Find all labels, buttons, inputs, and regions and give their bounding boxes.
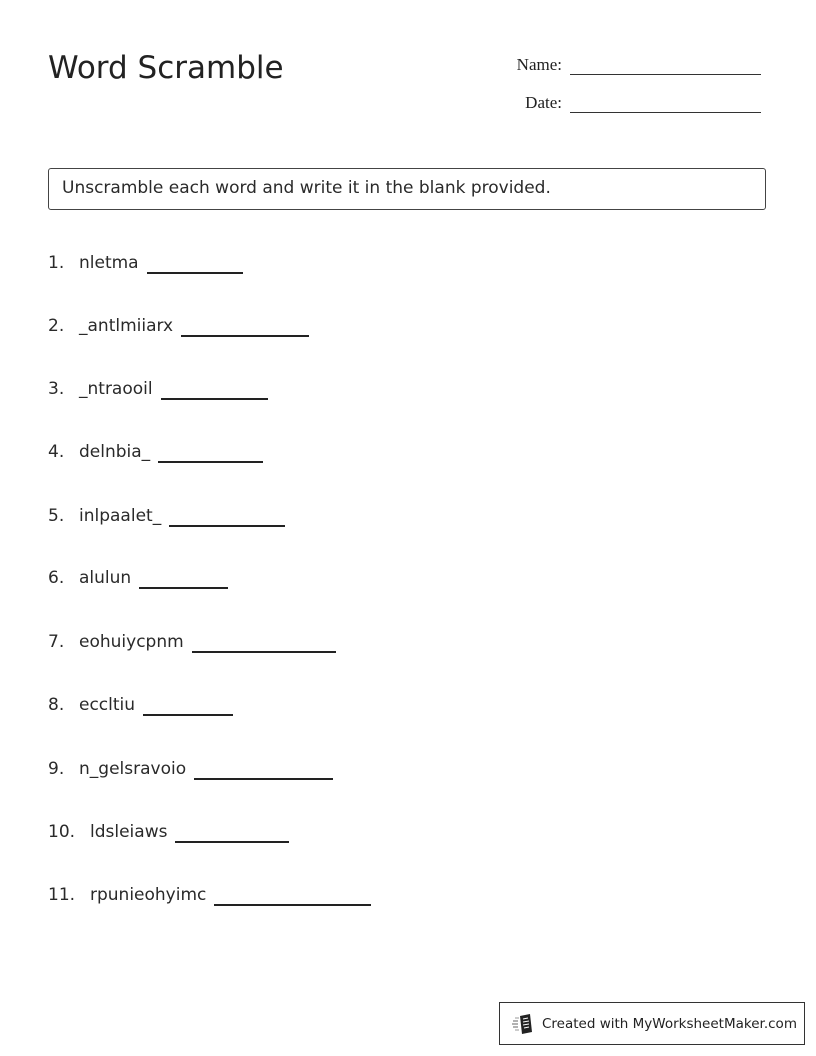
scrambled-word: rpunieohyimc (90, 885, 207, 905)
scrambled-word: delnbia_ (79, 442, 151, 462)
answer-blank[interactable] (214, 903, 371, 906)
item-number: 6. (48, 568, 65, 588)
answer-blank[interactable] (181, 334, 309, 337)
scrambled-word: _antlmiiarx (79, 316, 174, 336)
scrambled-word: n_gelsravoio (79, 759, 187, 779)
date-label: Date: (525, 93, 562, 112)
answer-blank[interactable] (192, 650, 336, 653)
answer-blank[interactable] (169, 524, 285, 527)
answer-blank[interactable] (175, 840, 289, 843)
name-blank[interactable] (570, 73, 761, 75)
scrambled-word: inlpaalet_ (79, 506, 162, 526)
scramble-item (48, 758, 333, 780)
item-number: 10. (48, 822, 76, 842)
item-number: 11. (48, 885, 76, 905)
scrambled-word: ldsleiaws (90, 822, 168, 842)
answer-blank[interactable] (147, 271, 243, 274)
scramble-item (48, 631, 336, 653)
item-number: 8. (48, 695, 65, 715)
scramble-item (48, 821, 289, 843)
item-number: 2. (48, 316, 65, 336)
date-field-row (502, 93, 761, 113)
scramble-item (48, 315, 309, 337)
item-number: 1. (48, 253, 65, 273)
item-number: 4. (48, 442, 65, 462)
worksheet-logo-icon (512, 1013, 534, 1035)
scramble-item (48, 884, 371, 906)
scrambled-word: eohuiycpnm (79, 632, 184, 652)
answer-blank[interactable] (139, 586, 228, 589)
answer-blank[interactable] (161, 397, 268, 400)
name-label: Name: (516, 55, 562, 74)
scrambled-word: nletma (79, 253, 139, 273)
scramble-item (48, 252, 243, 274)
answer-blank[interactable] (143, 713, 233, 716)
name-field-row (502, 55, 761, 75)
answer-blank[interactable] (194, 777, 333, 780)
scramble-item (48, 505, 285, 527)
scrambled-word: alulun (79, 568, 132, 588)
answer-blank[interactable] (158, 460, 263, 463)
scramble-item (48, 694, 233, 716)
scrambled-word: eccltiu (79, 695, 136, 715)
scramble-item (48, 441, 263, 463)
footer-credit-badge[interactable] (499, 1002, 805, 1045)
scrambled-word: _ntraooil (79, 379, 153, 399)
scramble-item (48, 378, 268, 400)
date-blank[interactable] (570, 111, 761, 113)
footer-credit-text: Created with MyWorksheetMaker.com (542, 1015, 797, 1032)
item-number: 3. (48, 379, 65, 399)
item-number: 5. (48, 506, 65, 526)
scramble-item (48, 567, 228, 589)
item-number: 9. (48, 759, 65, 779)
page-title: Word Scramble (48, 50, 284, 86)
instructions-box: Unscramble each word and write it in the blank provided. (48, 168, 766, 210)
item-number: 7. (48, 632, 65, 652)
